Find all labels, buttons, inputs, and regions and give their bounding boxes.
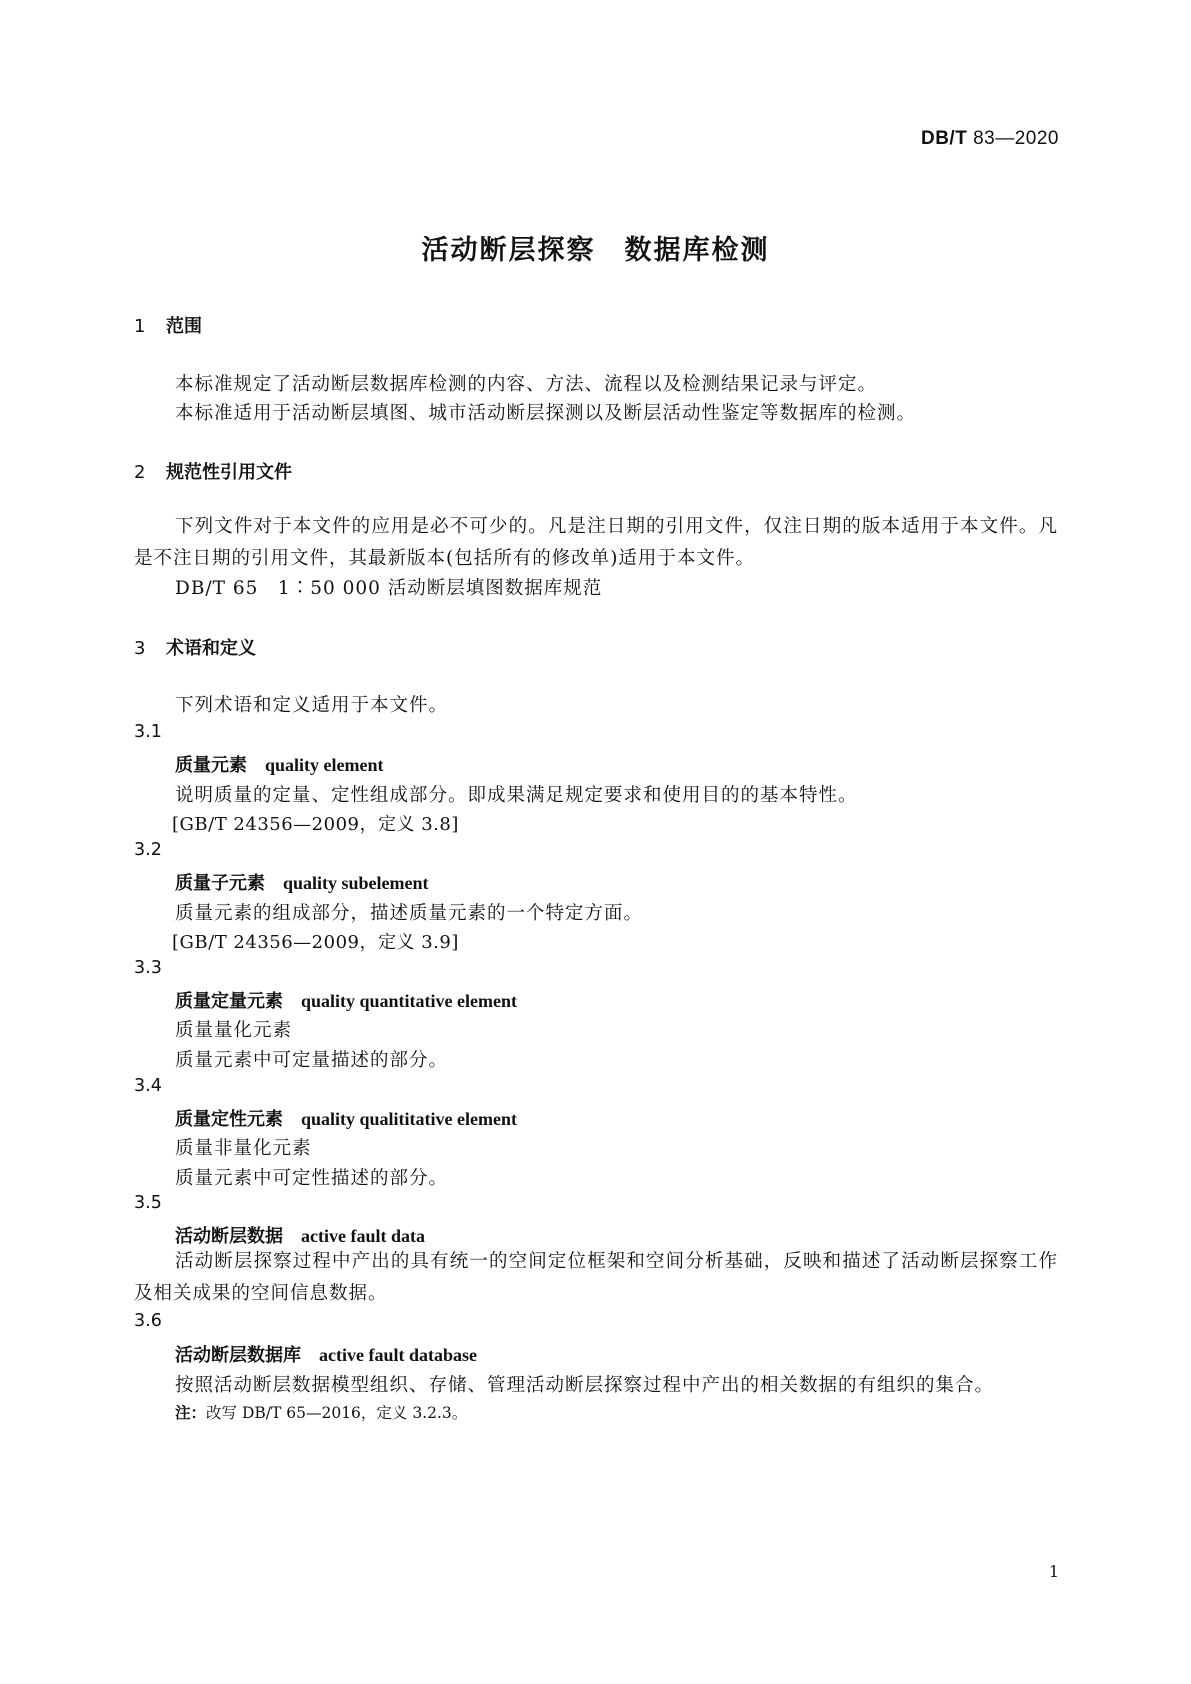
term-name-zh: 质量定量元素: [175, 991, 283, 1012]
term-number: 3.4: [134, 1076, 162, 1096]
section-title: 范围: [166, 316, 202, 337]
term-definition: 质量元素的组成部分，描述质量元素的一个特定方面。: [175, 903, 644, 924]
term-definition: 质量元素中可定性描述的部分。: [175, 1168, 449, 1189]
section-title: 术语和定义: [166, 638, 256, 659]
page-number: 1: [1048, 1562, 1059, 1581]
term-number: 3.3: [134, 958, 162, 978]
term-name: [175, 1222, 425, 1248]
term-name-en: active fault database: [319, 1345, 477, 1365]
term-name-zh: 质量定性元素: [175, 1109, 283, 1130]
term-name-zh: 活动断层数据库: [175, 1345, 301, 1366]
term-name-zh: 活动断层数据: [175, 1226, 283, 1247]
term-number: 3.5: [134, 1193, 162, 1213]
term-number: 3.6: [134, 1311, 162, 1331]
document-title: 活动断层探察 数据库检测: [421, 235, 770, 266]
term-synonym: 质量量化元素: [175, 1020, 293, 1041]
term-definition: 活动断层探察过程中产出的具有统一的空间定位框架和空间分析基础，反映和描述了活动断层探察工作及相关成果的空间信息数据。: [134, 1251, 1058, 1304]
note-label: 注：: [175, 1404, 207, 1422]
term-name-en: quality quantitative element: [301, 991, 517, 1011]
term-name-en: quality qualititative element: [301, 1109, 517, 1129]
term-synonym: 质量非量化元素: [175, 1138, 312, 1159]
term-name-en: quality element: [265, 755, 384, 775]
term-definition: 质量元素中可定量描述的部分。: [175, 1050, 449, 1071]
section-2-heading: [134, 458, 292, 484]
standard-code: [921, 128, 1059, 150]
term-name: [175, 869, 429, 895]
term-name-en: active fault data: [301, 1226, 425, 1246]
term-number: 3.1: [134, 722, 162, 742]
term-source: [GB/T 24356—2009，定义 3.9]: [172, 932, 459, 953]
term-name-zh: 质量元素: [175, 755, 247, 776]
section-number: 2: [134, 462, 146, 483]
term-name: [175, 987, 517, 1013]
standard-code-prefix: DB/T: [920, 128, 968, 149]
term-definition: 说明质量的定量、定性组成部分。即成果满足规定要求和使用目的的基本特性。: [175, 785, 858, 806]
term-number: 3.2: [134, 840, 162, 860]
section-title: 规范性引用文件: [166, 462, 292, 483]
term-name-zh: 质量子元素: [175, 873, 265, 894]
term-name-en: quality subelement: [283, 873, 429, 893]
section-1-heading: [134, 312, 202, 338]
section-1-paragraph-2: 本标准适用于活动断层填图、城市活动断层探测以及断层活动性鉴定等数据库的检测。: [175, 403, 917, 424]
term-name: [175, 751, 384, 777]
normative-reference: DB/T 65 1∶50 000 活动断层填图数据库规范: [175, 578, 603, 599]
section-3-paragraph-1: 下列术语和定义适用于本文件。: [175, 695, 449, 716]
standard-code-number: 83—2020: [967, 128, 1059, 149]
section-1-paragraph-1: 本标准规定了活动断层数据库检测的内容、方法、流程以及检测结果记录与评定。: [175, 374, 878, 395]
term-note: [175, 1401, 467, 1423]
term-definition: 按照活动断层数据模型组织、存储、管理活动断层探察过程中产出的相关数据的有组织的集合。: [175, 1375, 995, 1396]
term-source: [GB/T 24356—2009，定义 3.8]: [172, 814, 459, 835]
section-2-paragraph-1: 下列文件对于本文件的应用是必不可少的。凡是注日期的引用文件，仅注日期的版本适用于本文件。凡是不注日期的引用文件，其最新版本(包括所有的修改单)适用于本文件。: [134, 516, 1058, 569]
note-text: 改写 DB/T 65—2016，定义 3.2.3。: [206, 1404, 468, 1422]
section-number: 1: [134, 316, 146, 337]
term-name: [175, 1105, 517, 1131]
term-name: [175, 1341, 477, 1367]
section-number: 3: [134, 638, 146, 659]
section-3-heading: [134, 634, 256, 660]
